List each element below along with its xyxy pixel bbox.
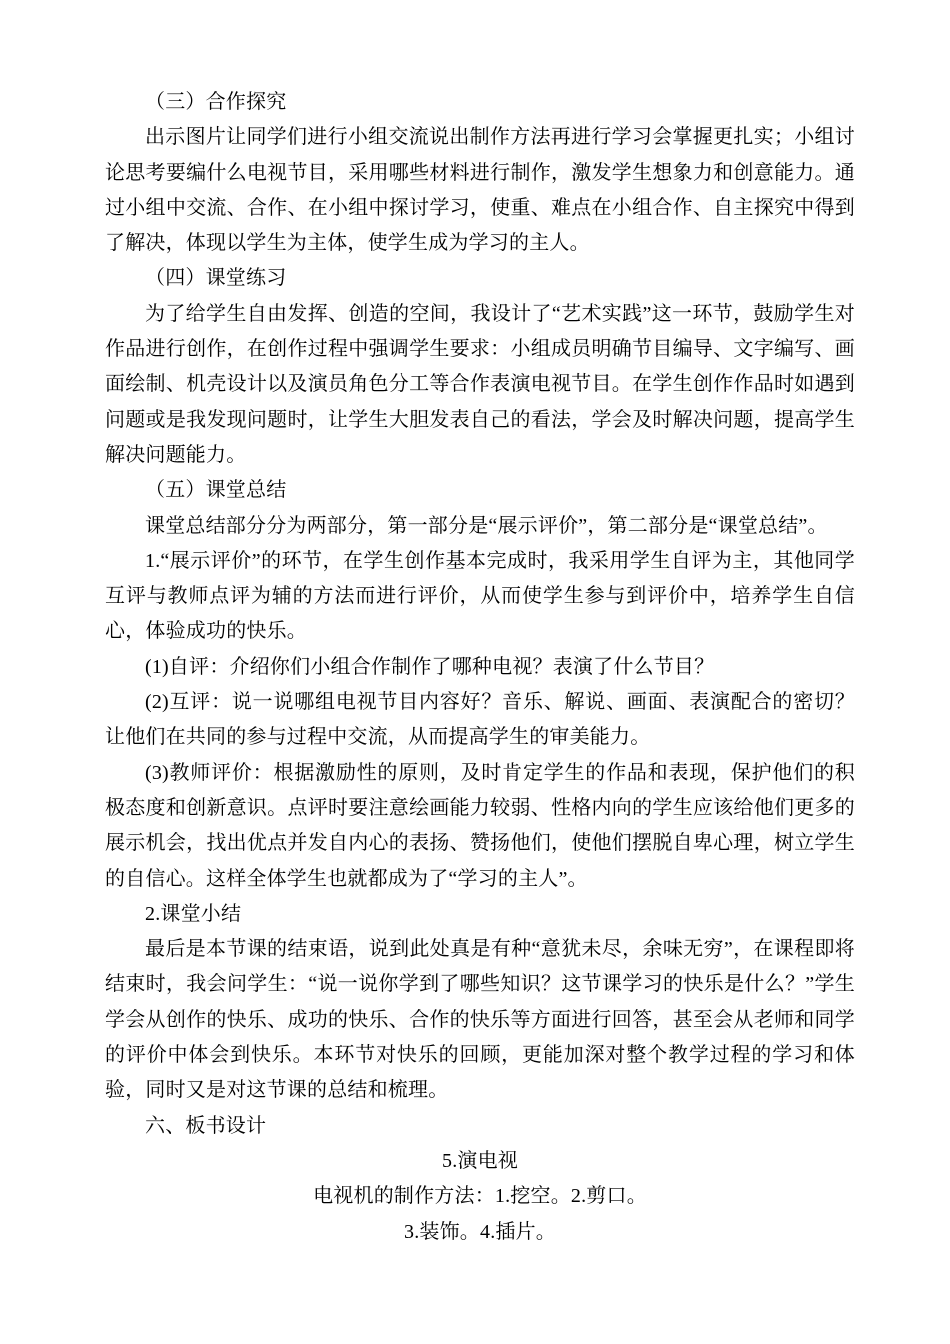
body-paragraph: 为了给学生自由发挥、创造的空间，我设计了“艺术实践”这一环节，鼓励学生对作品进行创作，在创作过程中强调学生要求：小组成员明确节目编导、文字编写、画面绘制、机壳设计以及演员角色分工等合作表演电视节目。在学生创作作品时如遇到问题或是我发现问题时，让学生大胆发表自己的看法，学会及时解决问题，提高学生解决问题能力。 [105, 302, 855, 466]
body-paragraph: 出示图片让同学们进行小组交流说出制作方法再进行学习会掌握更扎实；小组讨论思考要编什么电视节目，采用哪些材料进行制作，激发学生想象力和创意能力。通过小组中交流、合作、在小组中探讨学习，使重、难点在小组合作、自主探究中得到了解决，体现以学生为主体，使学生成为学习的主人。 [105, 126, 855, 255]
body-paragraph: 1.“展示评价”的环节，在学生创作基本完成时，我采用学生自评为主，其他同学互评与教师点评为辅的方法而进行评价，从而使学生参与到评价中，培养学生自信心，体验成功的快乐。 [105, 549, 855, 643]
board-design-line: 电视机的制作方法：1.挖空。2.剪口。 [313, 1185, 647, 1208]
document-body [105, 85, 855, 1250]
board-design-title: 5.演电视 [442, 1149, 518, 1172]
sub-heading: 2.课堂小结 [145, 902, 242, 925]
body-paragraph: 课堂总结部分分为两部分，第一部分是“展示评价”，第二部分是“课堂总结”。 [145, 514, 828, 537]
list-item: (1)自评：介绍你们小组合作制作了哪种电视？表演了什么节目？ [145, 655, 715, 678]
section-heading: 六、板书设计 [145, 1114, 267, 1137]
list-item: (2)互评：说一说哪组电视节目内容好？音乐、解说、画面、表演配合的密切？让他们在共同的参与过程中交流，从而提高学生的审美能力。 [105, 691, 855, 749]
section-heading: （五）课堂总结 [145, 479, 287, 502]
section-heading: （三）合作探究 [145, 91, 287, 113]
section-heading: （四）课堂练习 [145, 267, 287, 290]
body-paragraph: 最后是本节课的结束语，说到此处真是有种“意犹未尽，余味无穷”，在课程即将结束时，我会问学生：“说一说你学到了哪些知识？这节课学习的快乐是什么？”学生学会从创作的快乐、成功的快乐、合作的快乐等方面进行回答，甚至会从老师和同学的评价中体会到快乐。本环节对快乐的回顾，更能加深对整个教学过程的学习和体验，同时又是对这节课的总结和梳理。 [105, 938, 855, 1102]
board-design-line: 3.装饰。4.插片。 [404, 1220, 556, 1243]
list-item: (3)教师评价：根据激励性的原则，及时肯定学生的作品和表现，保护他们的积极态度和创新意识。点评时要注意绘画能力较弱、性格内向的学生应该给他们更多的展示机会，找出优点并发自内心的表扬、赞扬他们，使他们摆脱自卑心理，树立学生的自信心。这样全体学生也就都成为了“学习的主人”。 [105, 761, 855, 890]
